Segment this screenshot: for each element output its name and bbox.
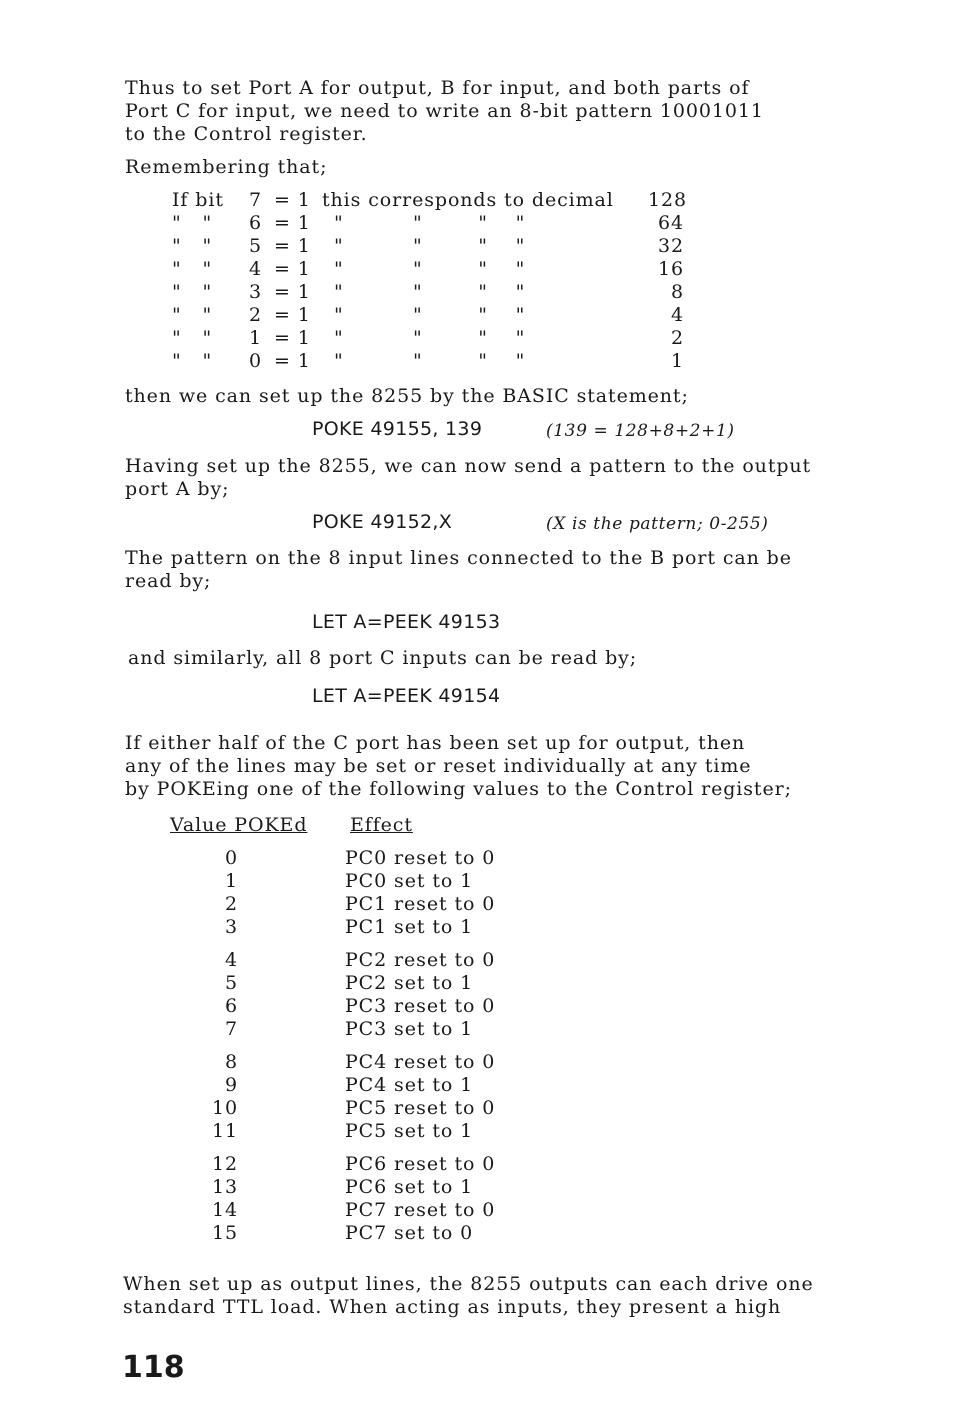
table-row <box>170 995 495 1018</box>
output-lines-paragraph: When set up as output lines, the 8255 outputs can each drive one standard TTL load. When acting as inputs, they present a high <box>123 1273 814 1318</box>
bit-row-text: this corresponds to decimal <box>322 189 614 211</box>
bit-row-text: " " " " <box>334 304 526 326</box>
bit-row-lead: " " <box>172 281 213 303</box>
bit-row-text: " " " " <box>334 281 526 303</box>
bit-decimal-value: 4 <box>671 304 684 326</box>
table-row <box>170 939 495 972</box>
poke-porta-note: (X is the pattern; 0-255) <box>546 514 769 534</box>
bit-row-lead: " " <box>172 304 213 326</box>
bit-decimal-value: 1 <box>671 350 684 372</box>
poke-value: 2 <box>225 893 238 915</box>
poke-statement-porta: POKE 49152,X <box>312 511 453 533</box>
poke-effect: PC6 set to 1 <box>345 1176 474 1198</box>
bit-equals: = 1 <box>274 212 311 234</box>
poke-effect: PC7 set to 0 <box>345 1222 474 1244</box>
pattern-paragraph: The pattern on the 8 input lines connected to the B port can be read by; <box>125 547 792 592</box>
poke-effect: PC0 set to 1 <box>345 870 474 892</box>
bit-row-lead: " " <box>172 350 213 372</box>
table-row <box>170 916 495 939</box>
either-half-paragraph: If either half of the C port has been set up for output, then any of the lines may be set or reset individually at any time by POKEing one of the following values to the Control register; <box>125 732 792 800</box>
table-row <box>170 870 495 893</box>
poke-value: 4 <box>225 949 238 971</box>
poke-value: 9 <box>225 1074 238 1096</box>
bit-number: 0 <box>249 350 262 372</box>
poke-value: 11 <box>212 1120 238 1142</box>
poke-effect: PC3 set to 1 <box>345 1018 474 1040</box>
poke-effect: PC0 reset to 0 <box>345 847 496 869</box>
page-number: 118 <box>122 1350 185 1385</box>
table-row <box>170 1222 495 1245</box>
poke-effect: PC3 reset to 0 <box>345 995 496 1017</box>
remembering-line: Remembering that; <box>125 156 328 178</box>
poke-effect: PC2 reset to 0 <box>345 949 496 971</box>
bit-decimal-value: 2 <box>671 327 684 349</box>
bit-row-text: " " " " <box>334 350 526 372</box>
table-row <box>170 893 495 916</box>
poke-value: 14 <box>212 1199 238 1221</box>
bit-equals: = 1 <box>274 350 311 372</box>
bit-equals: = 1 <box>274 235 311 257</box>
bit-decimal-value: 16 <box>658 258 684 280</box>
then-line: then we can set up the 8255 by the BASIC statement; <box>125 385 689 407</box>
table-row <box>170 1120 495 1143</box>
bit-row-text: " " " " <box>334 212 526 234</box>
bit-number: 3 <box>249 281 262 303</box>
bit-equals: = 1 <box>274 281 311 303</box>
bit-number: 4 <box>249 258 262 280</box>
bit-number: 5 <box>249 235 262 257</box>
similarly-line: and similarly, all 8 port C inputs can be read by; <box>128 647 638 669</box>
bit-number: 7 <box>249 189 262 211</box>
poke-value: 3 <box>225 916 238 938</box>
peek-statement-portb: LET A=PEEK 49153 <box>312 611 501 633</box>
poke-value: 5 <box>225 972 238 994</box>
bit-decimal-value: 8 <box>671 281 684 303</box>
bit-decimal-value: 64 <box>658 212 684 234</box>
poke-statement-note: (139 = 128+8+2+1) <box>546 421 735 441</box>
table-row <box>170 1199 495 1222</box>
poke-value: 6 <box>225 995 238 1017</box>
poke-value: 7 <box>225 1018 238 1040</box>
poke-value: 10 <box>212 1097 238 1119</box>
table-row <box>170 837 495 870</box>
poke-effect: PC2 set to 1 <box>345 972 474 994</box>
table-header-row <box>170 814 495 837</box>
bit-equals: = 1 <box>274 304 311 326</box>
bit-row-lead: " " <box>172 235 213 257</box>
bit-decimal-value: 128 <box>648 189 687 211</box>
bit-equals: = 1 <box>274 189 311 211</box>
poke-effect: PC4 reset to 0 <box>345 1051 496 1073</box>
table-row <box>170 1018 495 1041</box>
bit-row-lead: " " <box>172 258 213 280</box>
poke-effect: PC1 set to 1 <box>345 916 474 938</box>
having-paragraph: Having set up the 8255, we can now send a pattern to the output port A by; <box>125 455 812 500</box>
value-poked-header: Value POKEd <box>170 814 308 836</box>
poke-value: 0 <box>225 847 238 869</box>
bit-row-text: " " " " <box>334 235 526 257</box>
bit-row-lead: If bit <box>172 189 224 211</box>
poke-effect: PC7 reset to 0 <box>345 1199 496 1221</box>
poke-effect: PC4 set to 1 <box>345 1074 474 1096</box>
bit-number: 2 <box>249 304 262 326</box>
bit-row-lead: " " <box>172 327 213 349</box>
poke-values-table <box>170 814 495 1245</box>
bit-equals: = 1 <box>274 258 311 280</box>
effect-header: Effect <box>350 814 413 836</box>
bit-row-text: " " " " <box>334 258 526 280</box>
table-row <box>170 1041 495 1074</box>
intro-paragraph: Thus to set Port A for output, B for input, and both parts of Port C for input, we need to write an 8-bit pattern 10001011 to the Control register. <box>125 77 764 145</box>
bit-number: 6 <box>249 212 262 234</box>
table-row <box>170 1074 495 1097</box>
poke-value: 12 <box>212 1153 238 1175</box>
bit-decimal-value: 32 <box>658 235 684 257</box>
bit-row-text: " " " " <box>334 327 526 349</box>
poke-statement-control: POKE 49155, 139 <box>312 418 483 440</box>
bit-number: 1 <box>249 327 262 349</box>
table-row <box>170 1143 495 1176</box>
poke-value: 13 <box>212 1176 238 1198</box>
poke-value: 1 <box>225 870 238 892</box>
poke-value: 15 <box>212 1222 238 1244</box>
bit-row-lead: " " <box>172 212 213 234</box>
poke-effect: PC5 reset to 0 <box>345 1097 496 1119</box>
poke-effect: PC6 reset to 0 <box>345 1153 496 1175</box>
table-row <box>170 972 495 995</box>
poke-value: 8 <box>225 1051 238 1073</box>
peek-statement-portc: LET A=PEEK 49154 <box>312 685 501 707</box>
bit-equals: = 1 <box>274 327 311 349</box>
poke-effect: PC5 set to 1 <box>345 1120 474 1142</box>
table-row <box>170 1097 495 1120</box>
poke-effect: PC1 reset to 0 <box>345 893 496 915</box>
table-row <box>170 1176 495 1199</box>
